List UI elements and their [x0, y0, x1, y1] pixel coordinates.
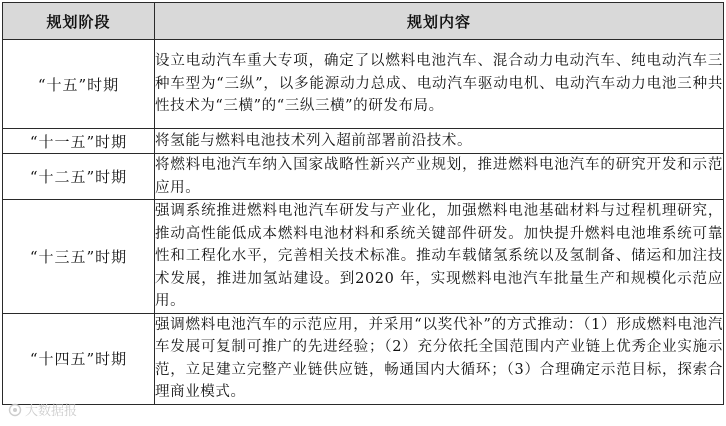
stage-cell: “十五”时期	[3, 40, 155, 129]
content-cell: 将氢能与燃料电池技术列入超前部署前沿技术。	[155, 129, 724, 154]
content-cell: 设立电动汽车重大专项，确定了以燃料电池汽车、混合动力电动汽车、纯电动汽车三种车型为“三纵”，以多能源动力总成、电动汽车驱动电机、电动汽车动力电池三种共性技术为“三横”的“三纵三横”的研发布局。	[155, 40, 724, 129]
header-stage: 规划阶段	[3, 3, 155, 40]
table-row	[3, 313, 724, 404]
watermark-logo-icon	[8, 403, 22, 417]
table-row	[3, 200, 724, 314]
table-header-row	[3, 3, 724, 40]
stage-cell: “十四五”时期	[3, 313, 155, 404]
table-row	[3, 129, 724, 154]
plan-table	[2, 2, 724, 405]
table-row	[3, 154, 724, 200]
stage-cell: “十二五”时期	[3, 154, 155, 200]
content-cell: 强调燃料电池汽车的示范应用，并采用“以奖代补”的方式推动：（1）形成燃料电池汽车发展可复制可推广的先进经验；（2）充分依托全国范围内产业链上优秀企业实施示范，立足建立完整产业链供应链，畅通国内大循环；（3）合理确定示范目标，探索合理商业模式。	[155, 313, 724, 404]
content-cell: 强调系统推进燃料电池汽车研发与产业化，加强燃料电池基础材料与过程机理研究，推动高性能低成本燃料电池材料和系统关键部件研发。加快提升燃料电池堆系统可靠性和工程化水平，完善相关技术标准。推动车载储氢系统以及氢制备、储运和加注技术发展，推进加氢站建设。到2020 年，实现燃料电池汽车批量生产和规模化示范应用。	[155, 200, 724, 314]
stage-cell: “十一五”时期	[3, 129, 155, 154]
table-row	[3, 40, 724, 129]
header-content: 规划内容	[155, 3, 724, 40]
stage-cell: “十三五”时期	[3, 200, 155, 314]
watermark-text: 大数据报	[25, 404, 78, 419]
content-cell: 将燃料电池汽车纳入国家战略性新兴产业规划，推进燃料电池汽车的研究开发和示范应用。	[155, 154, 724, 200]
